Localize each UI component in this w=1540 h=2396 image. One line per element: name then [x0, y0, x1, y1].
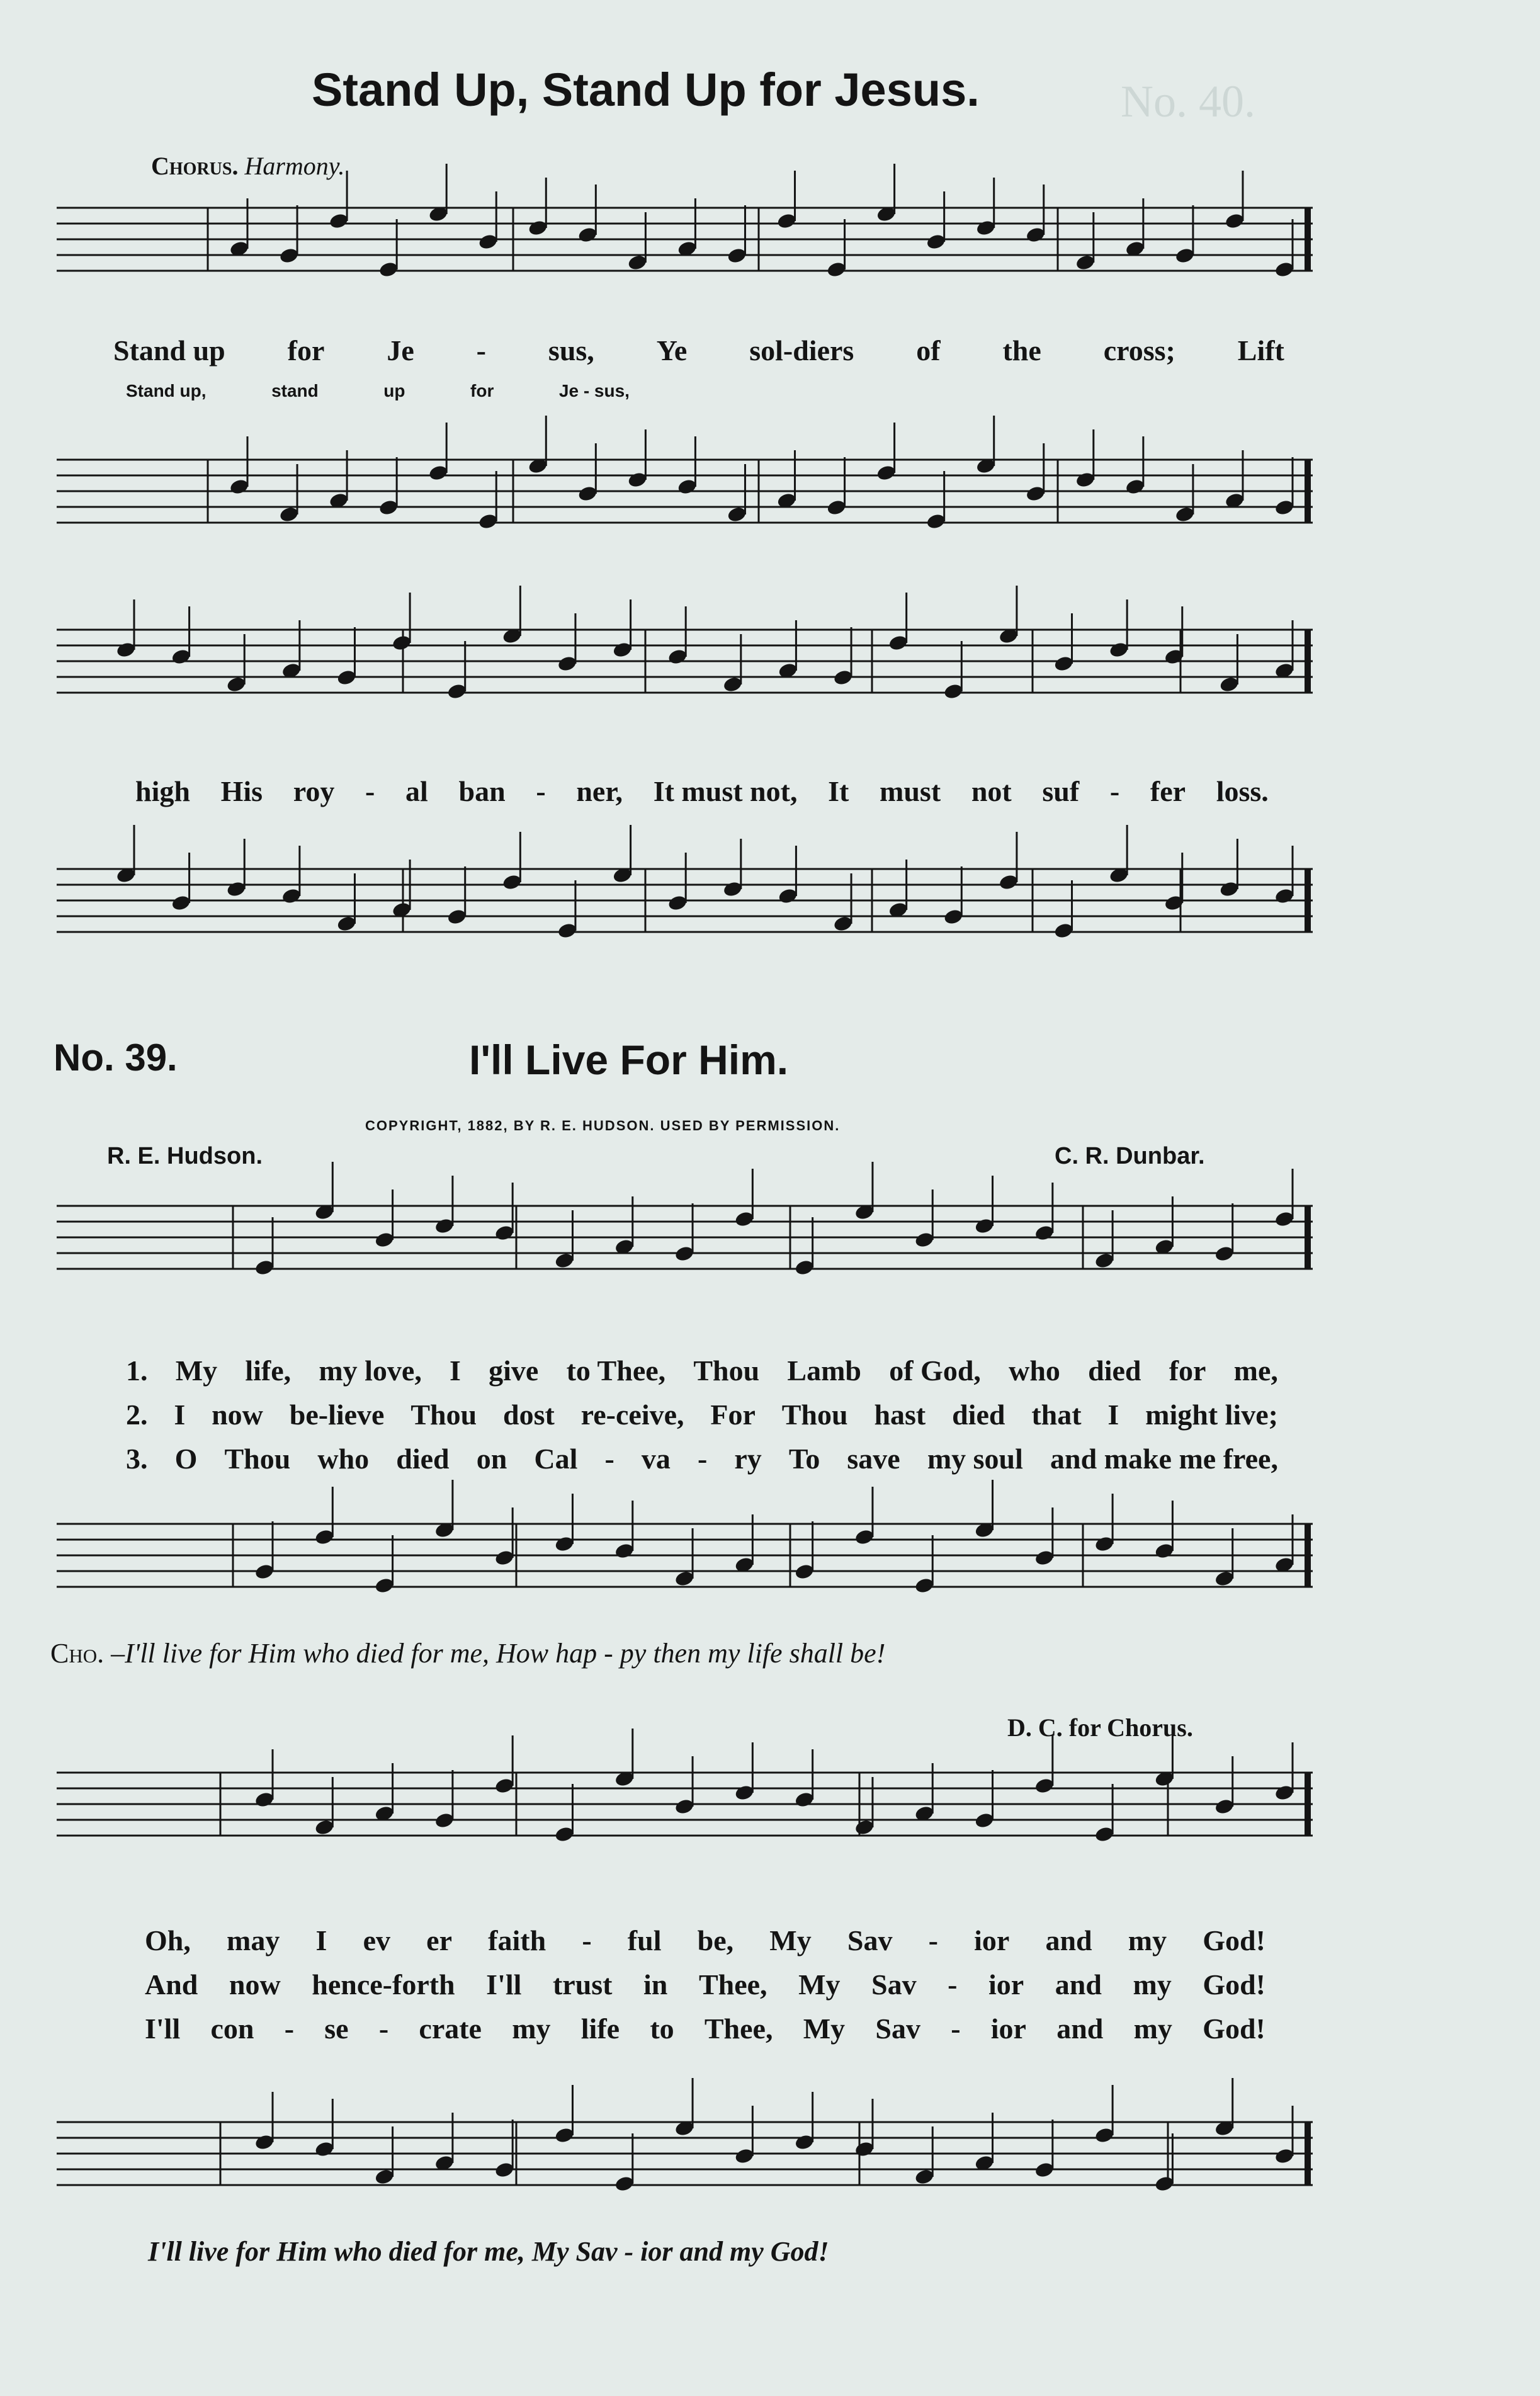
lyric-word: Oh,	[145, 1924, 191, 1956]
lyric-word: ry	[734, 1443, 762, 1475]
lyric-word: and	[1056, 2013, 1104, 2045]
lyric-word: up	[383, 381, 405, 400]
lyric-word: God!	[1203, 1924, 1265, 1956]
lyric-word: -	[948, 1968, 958, 2001]
lyric-word: -	[582, 1924, 592, 1956]
lyric-word: roy	[293, 775, 335, 807]
lyric-word: dost	[503, 1399, 555, 1431]
lyric-word: al	[405, 775, 428, 807]
lyric-word: may	[227, 1924, 280, 1956]
lyric-word: the	[1002, 334, 1041, 366]
lyric-word: I	[1107, 1399, 1119, 1431]
lyric-word: ev	[363, 1924, 390, 1956]
lyric-word: for	[287, 334, 325, 366]
lyric-word: con	[210, 2013, 254, 2045]
lyric-word: 2.	[126, 1399, 148, 1431]
lyric-word: and	[1045, 1924, 1092, 1956]
hymn-b-refrain3	[145, 2012, 1265, 2045]
lyric-word: -	[697, 1443, 708, 1475]
lyric-word: trust	[552, 1968, 613, 2001]
lyric-word: Sav	[875, 2013, 920, 2045]
lyric-word: Thee,	[698, 1968, 767, 2001]
lyric-word: save	[847, 1443, 900, 1475]
chorus-label-text: Chorus.	[151, 152, 239, 180]
lyric-word: -	[604, 1443, 614, 1475]
lyric-word: my	[1133, 1968, 1172, 2001]
lyric-word: who	[317, 1443, 370, 1475]
lyric-word: Thou	[410, 1399, 477, 1431]
lyric-word: cross;	[1103, 334, 1175, 366]
lyric-word: Je - sus,	[558, 381, 630, 400]
ghost-page-number: No. 40.	[1121, 76, 1255, 127]
lyric-word: Thee,	[704, 2013, 773, 2045]
lyric-word: my love,	[319, 1354, 422, 1387]
lyric-word: se	[324, 2013, 349, 2045]
lyric-word: er	[426, 1924, 452, 1956]
lyric-word: Cal	[534, 1443, 578, 1475]
hymn-a-lyrics-line1	[113, 334, 1284, 367]
lyric-word: of God,	[889, 1354, 981, 1387]
hymn-b-title: I'll Live For Him.	[469, 1036, 789, 1083]
composer: R. E. Hudson.	[107, 1143, 263, 1169]
lyric-word: that	[1031, 1399, 1082, 1431]
lyric-word: I	[315, 1924, 327, 1956]
copyright-line: COPYRIGHT, 1882, BY R. E. HUDSON. USED BY PERMISSION.	[365, 1118, 841, 1133]
lyric-word: sus,	[548, 334, 594, 366]
lyric-word: loss.	[1216, 775, 1269, 807]
lyric-word: Sav	[847, 1924, 893, 1956]
lyric-word: God!	[1203, 1968, 1265, 2001]
lyric-word: faith	[488, 1924, 546, 1956]
lyric-word: fer	[1150, 775, 1186, 807]
lyric-word: I	[450, 1354, 461, 1387]
lyric-word: ior	[990, 2013, 1026, 2045]
lyric-word: my	[1133, 2013, 1172, 2045]
hymn-b-verse1	[126, 1354, 1278, 1387]
lyric-word: Lamb	[787, 1354, 862, 1387]
lyric-word: my	[512, 2013, 551, 2045]
lyric-word: on	[476, 1443, 507, 1475]
chorus-line	[50, 1637, 885, 1669]
lyric-word: Thou	[781, 1399, 848, 1431]
lyric-word: Ye	[656, 334, 688, 366]
lyric-word: ner,	[576, 775, 623, 807]
lyric-word: died	[396, 1443, 450, 1475]
lyric-word: be,	[697, 1924, 734, 1956]
lyric-word: Thou	[693, 1354, 760, 1387]
lyric-word: who	[1009, 1354, 1060, 1387]
lyric-word: my soul	[927, 1443, 1023, 1475]
lyric-word: life,	[245, 1354, 292, 1387]
lyric-word: It	[828, 775, 849, 807]
lyric-word: ban	[458, 775, 506, 807]
lyric-word: My	[175, 1354, 218, 1387]
lyric-word: It must not,	[653, 775, 798, 807]
lyric-word: My	[798, 1968, 841, 2001]
lyric-word: I	[174, 1399, 186, 1431]
lyric-word: 3.	[126, 1443, 148, 1475]
lyric-word: O	[174, 1443, 198, 1475]
lyric-word: -	[536, 775, 546, 807]
lyric-word: -	[1109, 775, 1120, 807]
hymn-a-lyrics-line2	[135, 775, 1269, 808]
lyric-word: my	[1128, 1924, 1167, 1956]
closing-line: I'll live for Him who died for me, My Sav - ior and my God!	[148, 2236, 829, 2267]
lyric-word: of	[916, 334, 941, 366]
lyric-word: 1.	[126, 1354, 148, 1387]
lyric-word: now	[212, 1399, 263, 1431]
chorus-text: –I'll live for Him who died for me, How hap - py then my life shall be!	[111, 1638, 886, 1669]
lyric-word: Lift	[1237, 334, 1284, 366]
lyric-word: died	[952, 1399, 1005, 1431]
lyric-word: I'll	[486, 1968, 522, 2001]
lyric-word: Sav	[871, 1968, 917, 2001]
lyric-word: ior	[988, 1968, 1024, 2001]
lyric-word: now	[229, 1968, 281, 2001]
lyric-word: -	[284, 2013, 295, 2045]
lyric-word: died	[1088, 1354, 1141, 1387]
lyric-word: My	[769, 1924, 812, 1956]
author: C. R. Dunbar.	[1055, 1143, 1205, 1169]
lyric-word: Je	[387, 334, 414, 366]
lyric-word: ior	[974, 1924, 1010, 1956]
lyric-word: Stand up,	[126, 381, 207, 400]
lyric-word: hast	[874, 1399, 926, 1431]
lyric-word: life	[580, 2013, 620, 2045]
lyric-word: -	[476, 334, 486, 366]
dc-label: D. C. for Chorus.	[1007, 1713, 1193, 1742]
lyric-word: give	[489, 1354, 539, 1387]
lyric-word: Thou	[224, 1443, 291, 1475]
hymn-b-refrain1	[145, 1924, 1265, 1957]
hymn-number: No. 39.	[54, 1036, 178, 1079]
lyric-word: va	[641, 1443, 671, 1475]
hymn-a-title: Stand Up, Stand Up for Jesus.	[312, 64, 980, 116]
lyric-word: and	[1055, 1968, 1102, 2001]
lyric-word: ful	[627, 1924, 662, 1956]
lyric-word: -	[378, 2013, 389, 2045]
lyric-word: suf	[1042, 775, 1080, 807]
lyric-word: And	[145, 1968, 198, 2001]
lyric-word: -	[951, 2013, 961, 2045]
lyric-word: I'll	[145, 2013, 181, 2045]
hymn-b-refrain2	[145, 1968, 1265, 2001]
lyric-word: not	[971, 775, 1012, 807]
lyric-word: stand	[271, 381, 319, 400]
lyric-word: hence-forth	[312, 1968, 455, 2001]
lyric-word: re-ceive,	[580, 1399, 684, 1431]
lyric-word: My	[803, 2013, 846, 2045]
lyric-word: to Thee,	[566, 1354, 666, 1387]
lyric-word: crate	[419, 2013, 482, 2045]
lyric-word: His	[220, 775, 263, 807]
lyric-word: To	[788, 1443, 820, 1475]
lyric-word: for	[470, 381, 494, 400]
lyric-word: for	[1169, 1354, 1206, 1387]
hymn-a-bass-lyrics	[126, 381, 630, 401]
lyric-word: might live;	[1145, 1399, 1278, 1431]
hymn-b-verse2	[126, 1398, 1278, 1431]
hymn-b-verse3	[126, 1442, 1278, 1475]
lyric-word: sol-diers	[749, 334, 854, 366]
lyric-word: me,	[1233, 1354, 1278, 1387]
lyric-word: -	[365, 775, 375, 807]
lyric-word: For	[710, 1399, 756, 1431]
lyric-word: to	[650, 2013, 674, 2045]
chorus-style: Harmony.	[244, 152, 345, 180]
lyric-word: and make me free,	[1050, 1443, 1278, 1475]
lyric-word: in	[643, 1968, 668, 2001]
lyric-word: high	[135, 775, 190, 807]
lyric-word: God!	[1203, 2013, 1265, 2045]
lyric-word: -	[928, 1924, 938, 1956]
lyric-word: Stand up	[113, 334, 225, 366]
lyric-word: must	[880, 775, 941, 807]
lyric-word: be-lieve	[289, 1399, 385, 1431]
chorus-prefix: Cho.	[50, 1638, 105, 1669]
